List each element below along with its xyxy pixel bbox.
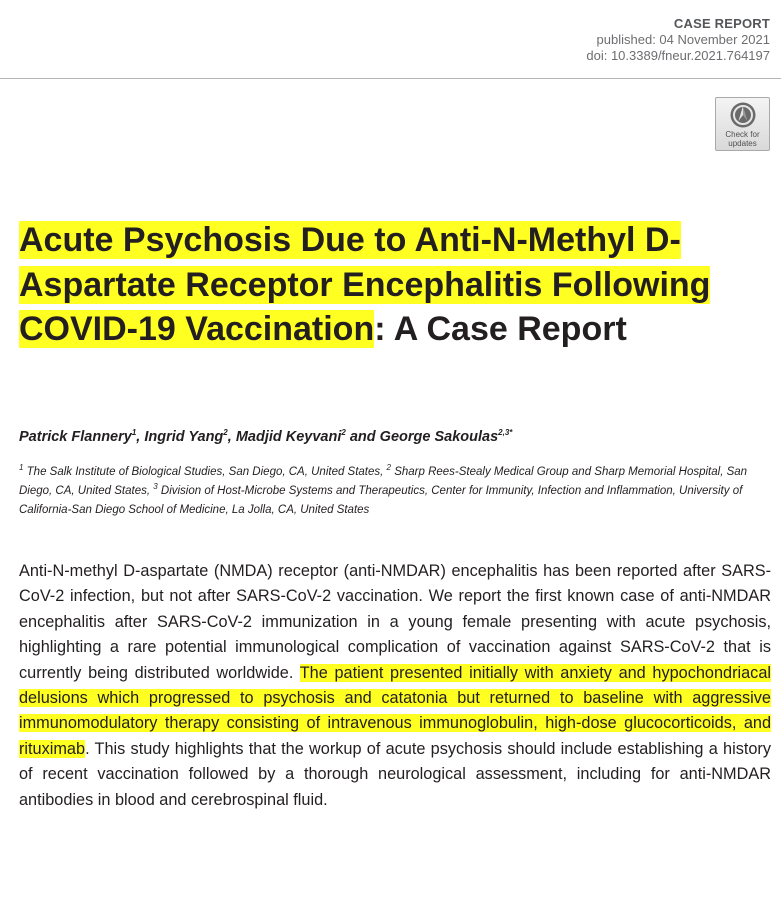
- affiliation-text: The Salk Institute of Biological Studies, San Diego, CA, United States,: [26, 466, 387, 478]
- title-rest: : A Case Report: [374, 310, 627, 348]
- doi: doi: 10.3389/fneur.2021.764197: [586, 48, 770, 63]
- abstract-text: Anti-N-methyl D-aspartate (NMDA) receptor (anti-NMDAR) encephalitis has been reported after SARS-CoV-2 infection, but not after SARS-CoV-2 vaccination. We report the first known case of anti-NMDAR encephalitis after SARS-CoV-2 immunization in a young female presenting with acute psychosis, highlighting a rare potential immunological complication of vaccination against SARS-CoV-2 that is currently being distributed worldwide.: [19, 562, 771, 682]
- abstract-highlighted-text: The patient presented initially with anxiety and hypochondriacal delusions which progressed to psychosis and catatonia but returned to baseline with aggressive immunomodulatory therapy consisting of intravenous immunoglobulin, high-dose glucocorticoids, and rituximab: [19, 663, 771, 758]
- check-for-updates-icon: [729, 101, 757, 129]
- affiliations: [19, 463, 774, 520]
- abstract: [19, 559, 771, 813]
- author-link[interactable]: Patrick Flannery: [19, 429, 132, 445]
- author-link[interactable]: Ingrid Yang: [144, 429, 224, 445]
- title-highlighted: Acute Psychosis Due to Anti-N-Methyl D-Aspartate Receptor Encephalitis Following COVID-19 Vaccination: [19, 221, 711, 348]
- published-date: published: 04 November 2021: [596, 32, 770, 47]
- author-link[interactable]: Madjid Keyvani: [235, 429, 342, 445]
- author-affiliation-number: 2: [341, 428, 346, 438]
- author-link[interactable]: George Sakoulas: [379, 429, 499, 445]
- affiliation-text: Sharp Rees-Stealy Medical Group and Sharp Memorial Hospital, San Diego, CA, United States,: [19, 466, 748, 497]
- author-list: Patrick Flannery$^1$, Ingrid Yang$^2$, Madjid Keyvani$^2$ and George Sakoulas$^{2,3*}$: [19, 428, 513, 445]
- author-affiliation-number: 1: [131, 428, 137, 438]
- abstract-text: . This study highlights that the workup of acute psychosis should include establishing a history of recent vaccination followed by a thorough neurological assessment, including for anti-NMDAR antibodies in blood and cerebrospinal fluid.: [19, 739, 771, 809]
- article-title: [19, 218, 779, 352]
- affiliation-number: 1: [19, 463, 24, 473]
- article-meta: [586, 16, 770, 64]
- header-divider: [0, 78, 781, 79]
- author-affiliation-number: 2: [223, 428, 228, 438]
- check-for-updates-button[interactable]: [715, 97, 770, 151]
- affiliation-number: 3: [153, 482, 158, 492]
- article-type: CASE REPORT: [673, 16, 770, 31]
- check-for-updates-label: Check for updates: [725, 130, 760, 148]
- author-affiliation-number: 2,3*: [498, 428, 513, 438]
- affiliation-number: 2: [386, 463, 391, 473]
- affiliation-text: Division of Host-Microbe Systems and Therapeutics, Center for Immunity, Infection and Inflammation, University of California-San Diego School of Medicine, La Jolla, CA, United States: [19, 485, 743, 516]
